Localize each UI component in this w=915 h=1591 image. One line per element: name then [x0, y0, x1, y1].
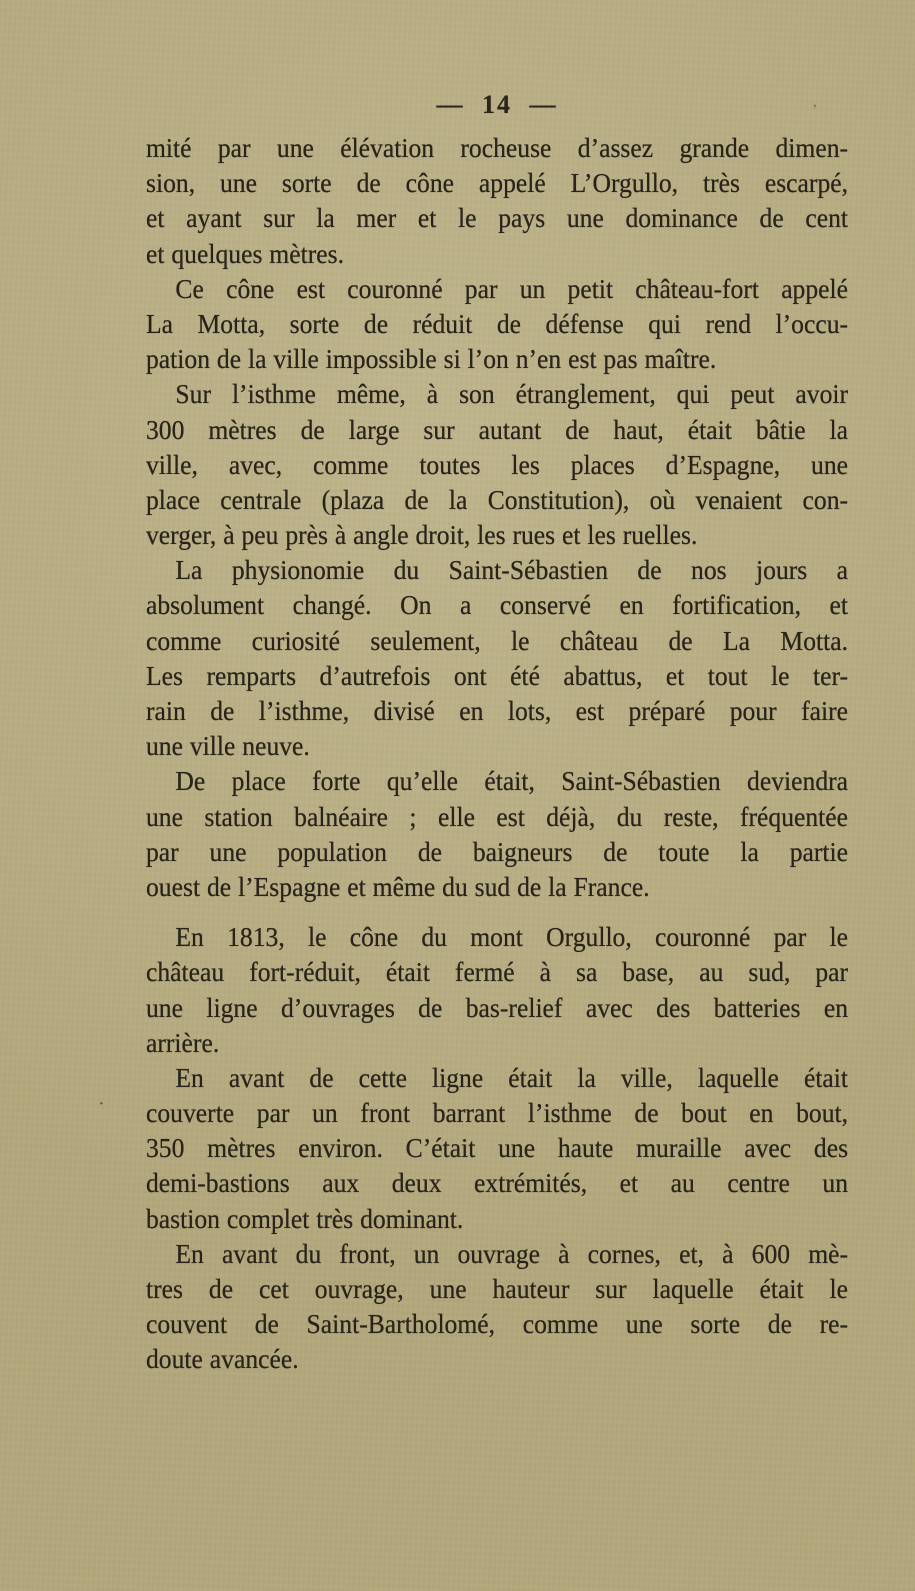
text-line: Ce cône est couronné par un petit château-fort appelé: [175, 273, 849, 304]
text-line: rain de l’isthme, divisé en lots, est préparé pour faire: [146, 696, 849, 726]
paragraph: [146, 1237, 848, 1378]
text-line: absolument changé. On a conservé en fortification, et: [146, 590, 849, 621]
text-line: pation de la ville impossible si l’on n’en est pas maître.: [146, 344, 717, 375]
text-line: En avant du front, un ouvrage à cornes, et, à 600 mè-: [175, 1238, 849, 1269]
paragraph: [146, 920, 848, 1061]
ink-speck: ·: [98, 1093, 105, 1115]
text-line: verger, à peu près à angle droit, les rues et les ruelles.: [146, 520, 698, 551]
text-line: et ayant sur la mer et le pays une dominance de cent: [146, 203, 849, 234]
text-line: et quelques mètres.: [146, 238, 344, 269]
text-line: une station balnéaire ; elle est déjà, du reste, fréquentée: [146, 801, 849, 832]
text-line: La physionomie du Saint-Sébastien de nos jours a: [175, 555, 849, 586]
text-line: ouest de l’Espagne et même du sud de la France.: [146, 871, 650, 902]
text-line: De place forte qu’elle était, Saint-Sébastien deviendra: [175, 766, 849, 797]
text-line: couvent de Saint-Bartholomé, comme une sorte de re-: [146, 1309, 849, 1340]
text-line: La Motta, sorte de réduit de défense qui rend l’occu-: [146, 308, 849, 339]
text-line: En avant de cette ligne était la ville, laquelle était: [175, 1062, 849, 1093]
paragraph: [146, 553, 848, 764]
text-line: couverte par un front barrant l’isthme de bout en bout,: [146, 1098, 849, 1129]
paragraph: [146, 764, 848, 905]
text-line: comme curiosité seulement, le château de La Motta.: [146, 625, 849, 656]
paragraph: [146, 272, 848, 378]
text-line: demi-bastions aux deux extrémités, et au centre un: [146, 1168, 849, 1199]
text-line: par une population de baigneurs de toute la partie: [146, 836, 849, 867]
text-line: château fort-réduit, était fermé à sa base, au sud, par: [146, 957, 849, 988]
text-line: place centrale (plaza de la Constitution), où venaient con-: [146, 484, 849, 515]
text-line: Sur l’isthme même, à son étranglement, qui peut avoir: [175, 379, 849, 410]
text-line: sion, une sorte de cône appelé L’Orgullo, très escarpé,: [146, 168, 849, 199]
paragraph: [146, 131, 848, 272]
text-line: doute avancée.: [146, 1344, 299, 1375]
text-line: 300 mètres de large sur autant de haut, était bâtie la: [146, 414, 849, 445]
page-number: — 14 —: [436, 90, 558, 119]
paragraph: [146, 1061, 848, 1237]
text-line: arrière.: [146, 1027, 220, 1058]
text-line: ville, avec, comme toutes les places d’Espagne, une: [146, 449, 849, 480]
paragraph: [146, 377, 848, 553]
text-line: tres de cet ouvrage, une hauteur sur laquelle était le: [146, 1274, 849, 1304]
text-line: mité par une élévation rocheuse d’assez grande dimen-: [146, 133, 849, 163]
text-line: 350 mètres environ. C’était une haute muraille avec des: [146, 1133, 849, 1164]
text-line: En 1813, le cône du mont Orgullo, couronné par le: [175, 922, 849, 953]
text-line: Les remparts d’autrefois ont été abattus, et tout le ter-: [146, 660, 849, 691]
ink-speck: ’: [812, 102, 818, 119]
text-line: bastion complet très dominant.: [146, 1203, 464, 1234]
text-line: une ville neuve.: [146, 731, 310, 762]
text-line: une ligne d’ouvrages de bas-relief avec des batteries en: [146, 992, 849, 1023]
text-block: [146, 131, 848, 1378]
